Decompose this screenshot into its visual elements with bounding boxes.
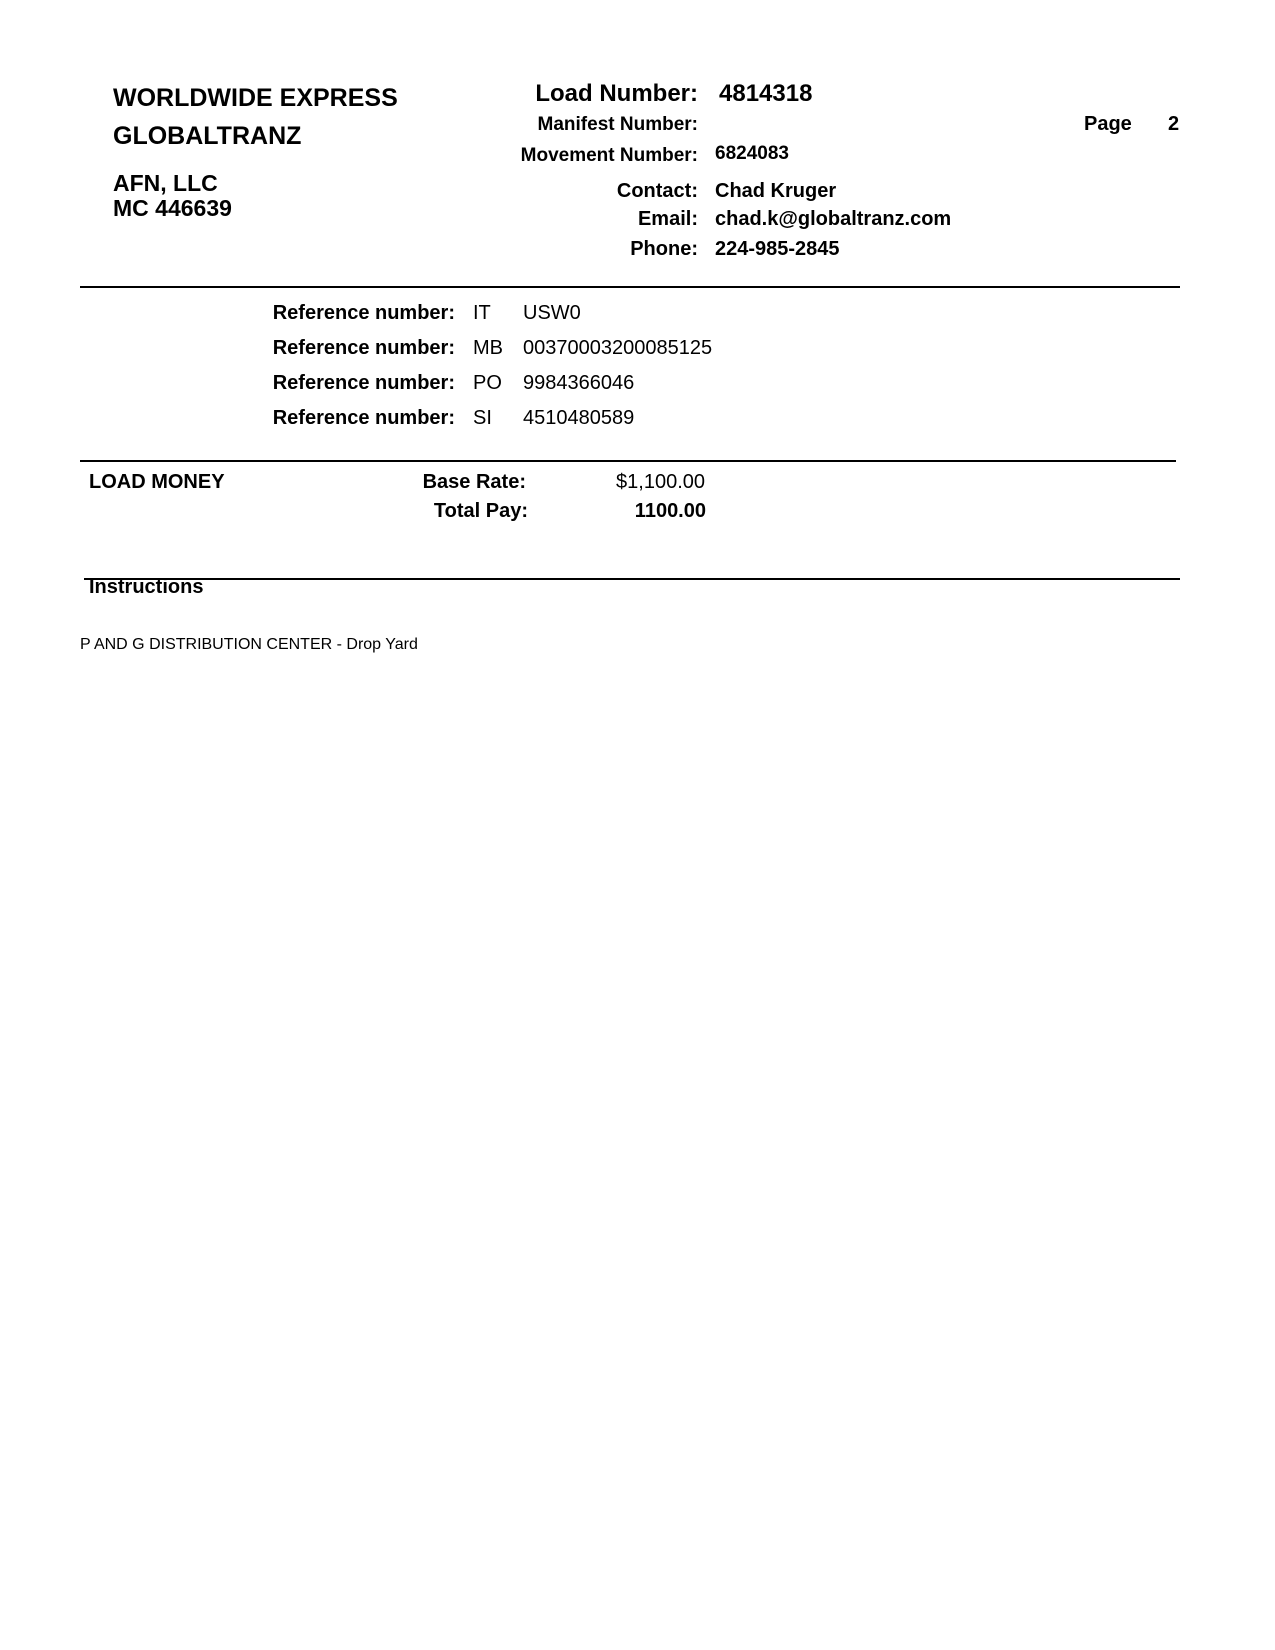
manifest-number-label: Manifest Number:: [537, 114, 698, 135]
page-label: Page: [1084, 113, 1132, 135]
reference-label: Reference number:: [272, 372, 455, 394]
load-money-title: LOAD MONEY: [89, 471, 225, 493]
reference-code: SI: [473, 407, 492, 429]
company-name-line2: GLOBALTRANZ: [113, 122, 302, 150]
reference-code: PO: [473, 372, 502, 394]
page-number: 2: [1168, 113, 1180, 135]
phone-label: Phone:: [630, 238, 698, 260]
instructions-divider: [84, 578, 1180, 580]
reference-label: Reference number:: [272, 407, 455, 429]
instructions-title: Instructions: [89, 576, 204, 598]
reference-value: 4510480589: [523, 407, 635, 429]
carrier-mc-number: MC 446639: [113, 195, 232, 221]
reference-label: Reference number:: [272, 337, 455, 359]
reference-code: MB: [473, 337, 503, 359]
header-divider: [80, 286, 1180, 288]
base-rate-value: $1,100.00: [616, 471, 705, 493]
email-value: chad.k@globaltranz.com: [715, 208, 952, 230]
total-pay-label: Total Pay:: [433, 500, 528, 522]
load-number-label: Load Number:: [535, 80, 698, 107]
base-rate-label: Base Rate:: [422, 471, 526, 493]
total-pay-value: 1100.00: [634, 500, 706, 522]
reference-value: 9984366046: [523, 372, 635, 394]
contact-value: Chad Kruger: [715, 180, 837, 202]
reference-value: 00370003200085125: [523, 337, 713, 359]
email-label: Email:: [637, 208, 698, 230]
company-name-line1: WORLDWIDE EXPRESS: [113, 84, 398, 112]
movement-number-value: 6824083: [715, 143, 789, 164]
load-number-value: 4814318: [719, 80, 813, 107]
phone-value: 224-985-2845: [715, 238, 840, 260]
contact-label: Contact:: [616, 180, 698, 202]
reference-label: Reference number:: [272, 302, 455, 324]
movement-number-label: Movement Number:: [520, 145, 698, 166]
reference-code: IT: [473, 302, 491, 324]
carrier-name: AFN, LLC: [113, 170, 218, 196]
load-money-divider: [80, 460, 1176, 462]
reference-value: USW0: [523, 302, 581, 324]
instructions-text: P AND G DISTRIBUTION CENTER - Drop Yard: [80, 636, 418, 653]
